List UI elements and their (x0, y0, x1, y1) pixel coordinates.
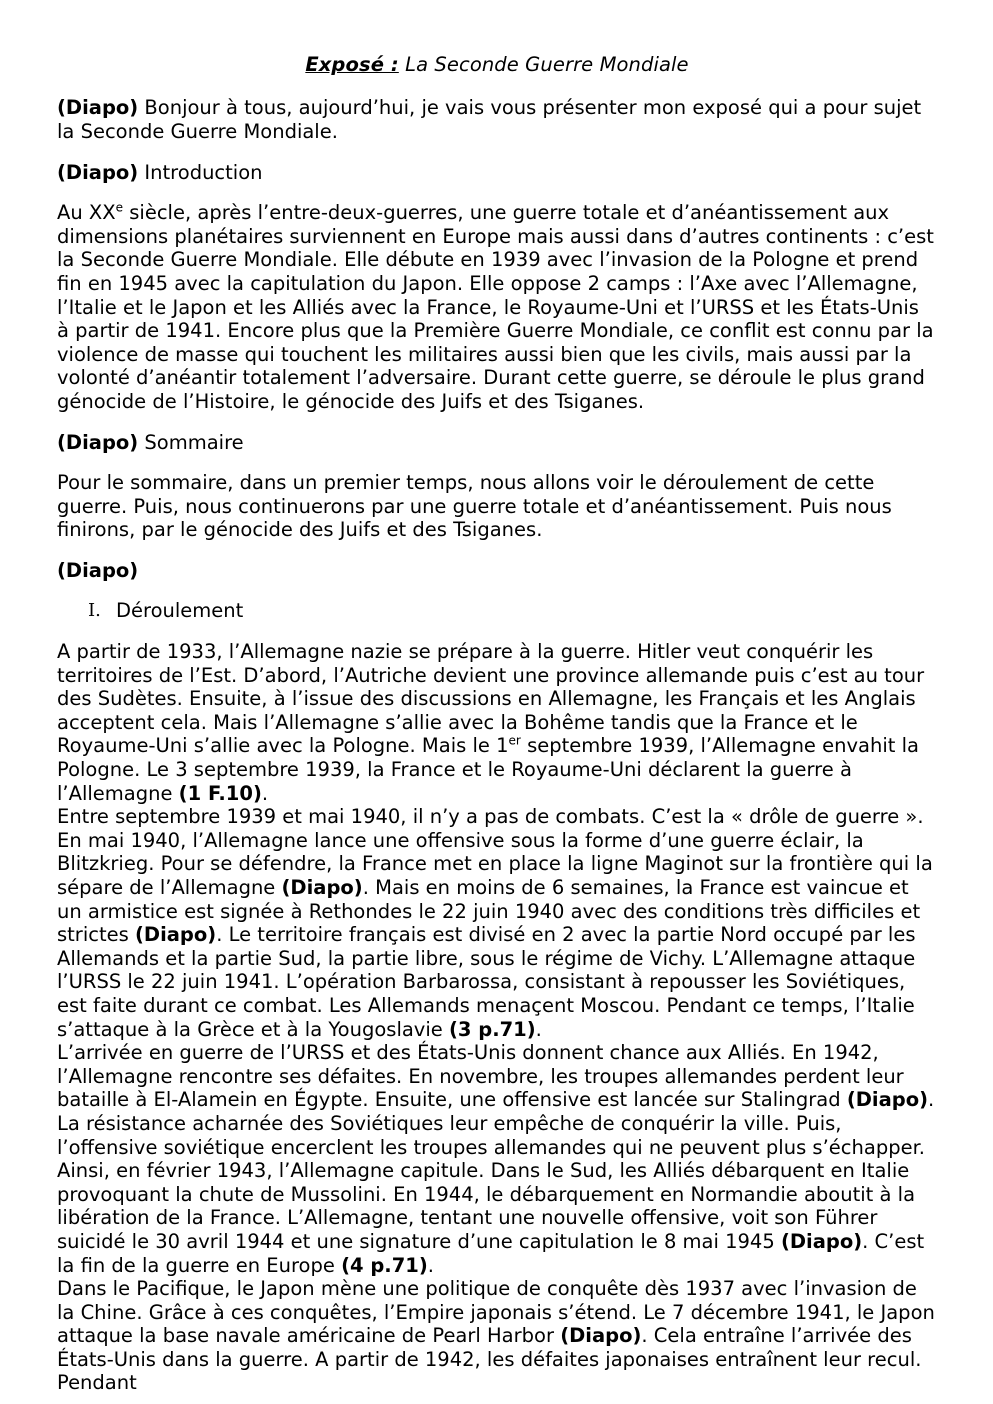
spacer (57, 77, 937, 96)
body-c-part1: L’arrivée en guerre de l’URSS et des États-Unis donnent chance aux Alliés. En 1942, l’Allemagne rencontre ses défaites. En novembre, les troupes allemandes perdent leur bataille à El-Alamein en Égypte. Ensuite, une offensive est lancée sur Stalingrad (57, 1041, 904, 1112)
body-a-part1: A partir de 1933, l’Allemagne nazie se prépare à la guerre. Hitler veut conquérir les territoires de l’Est. D’abord, l’Autriche devient une province allemande puis c’est au tour des Sudètes. Ensuite, à l’issue des discussions en Allemagne, les Français et les Anglais acceptent cela. Mais l’Allemagne s’allie avec la Bohême tandis que la France et le Royaume-Uni s’allie avec la Pologne. Mais le 1 (57, 640, 925, 758)
document-body (57, 0, 937, 1395)
source-reference-1: (1 F.10) (178, 781, 262, 805)
source-reference-5: (Diapo) (846, 1088, 929, 1112)
paragraph-greeting (57, 96, 937, 143)
spacer (57, 144, 937, 161)
paragraph-sommaire-body: Pour le sommaire, dans un premier temps, nous allons voir le déroulement de cette guerre. Puis, nous continuerons par une guerre totale et d’anéantissement. Puis nous finirons, par le génocide des Juifs et des Tsiganes. (57, 471, 892, 542)
source-reference-3: (Diapo) (134, 923, 217, 947)
greeting-text: Bonjour à tous, aujourd’hui, je vais vous présenter mon exposé qui a pour sujet la Seconde Guerre Mondiale. (57, 96, 922, 143)
document-title (57, 0, 937, 77)
paragraph-body-d (57, 1277, 937, 1395)
section-number: I. (88, 600, 101, 622)
document-title-subject: La Seconde Guerre Mondiale (398, 53, 689, 76)
source-reference-8: (Diapo) (560, 1324, 642, 1348)
body-c-part4: . (427, 1253, 434, 1277)
paragraph-body-b (57, 805, 937, 1041)
spacer (57, 414, 937, 431)
body-c-part2: . La résistance acharnée des Soviétiques leur empêche de conquérir la ville. Puis, l’offensive soviétique encerclent les troupes allemandes qui ne peuvent plus s’échapper. Ainsi, en février 1943, l’Allemagne capitule. Dans le Sud, les Alliés débarquent en Italie provoquant la chute de Mussolini. En 1944, le débarquement en Normandie aboutit à la libération de la France. L’Allemagne, tentant une nouvelle offensive, voit son Führer suicidé le 30 avril 1944 et une signature d’une capitulation le 8 mai 1945 (57, 1088, 935, 1253)
paragraph-sommaire-label (57, 431, 937, 455)
spacer (57, 582, 937, 599)
paragraph-diapo-standalone (57, 559, 937, 583)
diapo-marker: (Diapo) (57, 96, 139, 120)
paragraph-body-c (57, 1041, 937, 1277)
body-c-part3: . C’est la fin de la guerre en Europe (57, 1229, 925, 1277)
sommaire-label-text: Sommaire (138, 430, 244, 454)
source-reference-2: (Diapo) (281, 876, 363, 899)
source-reference-4: (3 p.71) (448, 1017, 536, 1041)
spacer (57, 454, 937, 471)
ordinal-suffix-e: e (115, 200, 124, 215)
body-b-part3: . Le territoire français est divisé en 2 avec la partie Nord occupé par les Allemands et la partie Sud, la partie libre, sous le régime de Vichy. L’Allemagne attaque l’URSS le 22 juin 1941. L’opération Barbarossa, consistant à repousser les Soviétiques, est faite durant ce combat. Les Allemands menaçent Moscou. Pendant ce temps, l’Italie s’attaque à la Grèce et à la Yougoslavie (57, 923, 916, 1041)
intro-body-part1: Au XX (57, 201, 116, 225)
spacer (57, 623, 937, 640)
paragraph-body-a (57, 640, 937, 805)
intro-body-part2: siècle, après l’entre-deux-guerres, une guerre totale et d’anéantissement aux dimensions planétaires surviennent en Europe mais aussi dans d’autres continents : c’est la Seconde Guerre Mondiale. Elle débute en 1939 avec l’invasion de la Pologne et prend fin en 1945 avec la capitulation du Japon. Elle oppose 2 camps : l’Axe avec l’Allemagne, l’Italie et le Japon et les Alliés avec la France, le Royaume-Uni et l’URSS et les États-Unis à partir de 1941. Encore plus que la Première Guerre Mondiale, ce conflit est connu par la violence de masse qui touchent les militaires aussi bien que les civils, mais aussi par la volonté d’anéantir totalement l’adversaire. Durant cette guerre, se déroule le plus grand génocide de l’Histoire, le génocide des Juifs et des Tsiganes. (57, 201, 934, 413)
diapo-marker: (Diapo) (57, 558, 139, 582)
spacer (57, 542, 937, 559)
diapo-marker: (Diapo) (57, 430, 139, 454)
source-reference-7: (4 p.71) (341, 1253, 428, 1277)
body-b-part4: . (535, 1017, 542, 1041)
diapo-marker: (Diapo) (57, 160, 139, 184)
introduction-label-text: Introduction (138, 160, 263, 184)
paragraph-introduction-body (57, 201, 937, 413)
document-title-label: Exposé : (305, 53, 399, 76)
spacer (57, 184, 937, 201)
body-a-part2: septembre 1939, l’Allemagne envahit la Pologne. Le 3 septembre 1939, la France et le Royaume-Uni déclarent la guerre à l’Allemagne (57, 734, 919, 805)
body-a-part3: . (261, 781, 269, 805)
section-title: Déroulement (116, 599, 244, 623)
body-b-part1: Entre septembre 1939 et mai 1940, il n’y a pas de combats. C’est la « drôle de guerre ». En mai 1940, l’Allemagne lance une offensive sous la forme d’une guerre éclair, la Blitzkrieg. Pour se défendre, la France met en place la ligne Maginot sur la frontière qui la sépare de l’Allemagne (57, 805, 933, 899)
body-d-part1: Dans le Pacifique, le Japon mène une politique de conquête dès 1937 avec l’invasion de la Chine. Grâce à ces conquêtes, l’Empire japonais s’étend. Le 7 décembre 1941, le Japon attaque la base navale américaine de Pearl Harbor (57, 1277, 935, 1348)
section-heading-deroulement (57, 599, 937, 623)
ordinal-suffix-er: er (508, 733, 521, 748)
source-reference-6: (Diapo) (780, 1229, 863, 1253)
paragraph-introduction-label (57, 161, 937, 185)
body-d-part2: . Cela entraîne l’arrivée des États-Unis dans la guerre. A partir de 1942, les défaites japonaises entraînent leur recul. Pendant (57, 1324, 922, 1395)
body-b-part2: . Mais en moins de 6 semaines, la France est vaincue et un armistice est signée à Rethondes le 22 juin 1940 avec des conditions très difficiles et strictes (57, 876, 921, 947)
